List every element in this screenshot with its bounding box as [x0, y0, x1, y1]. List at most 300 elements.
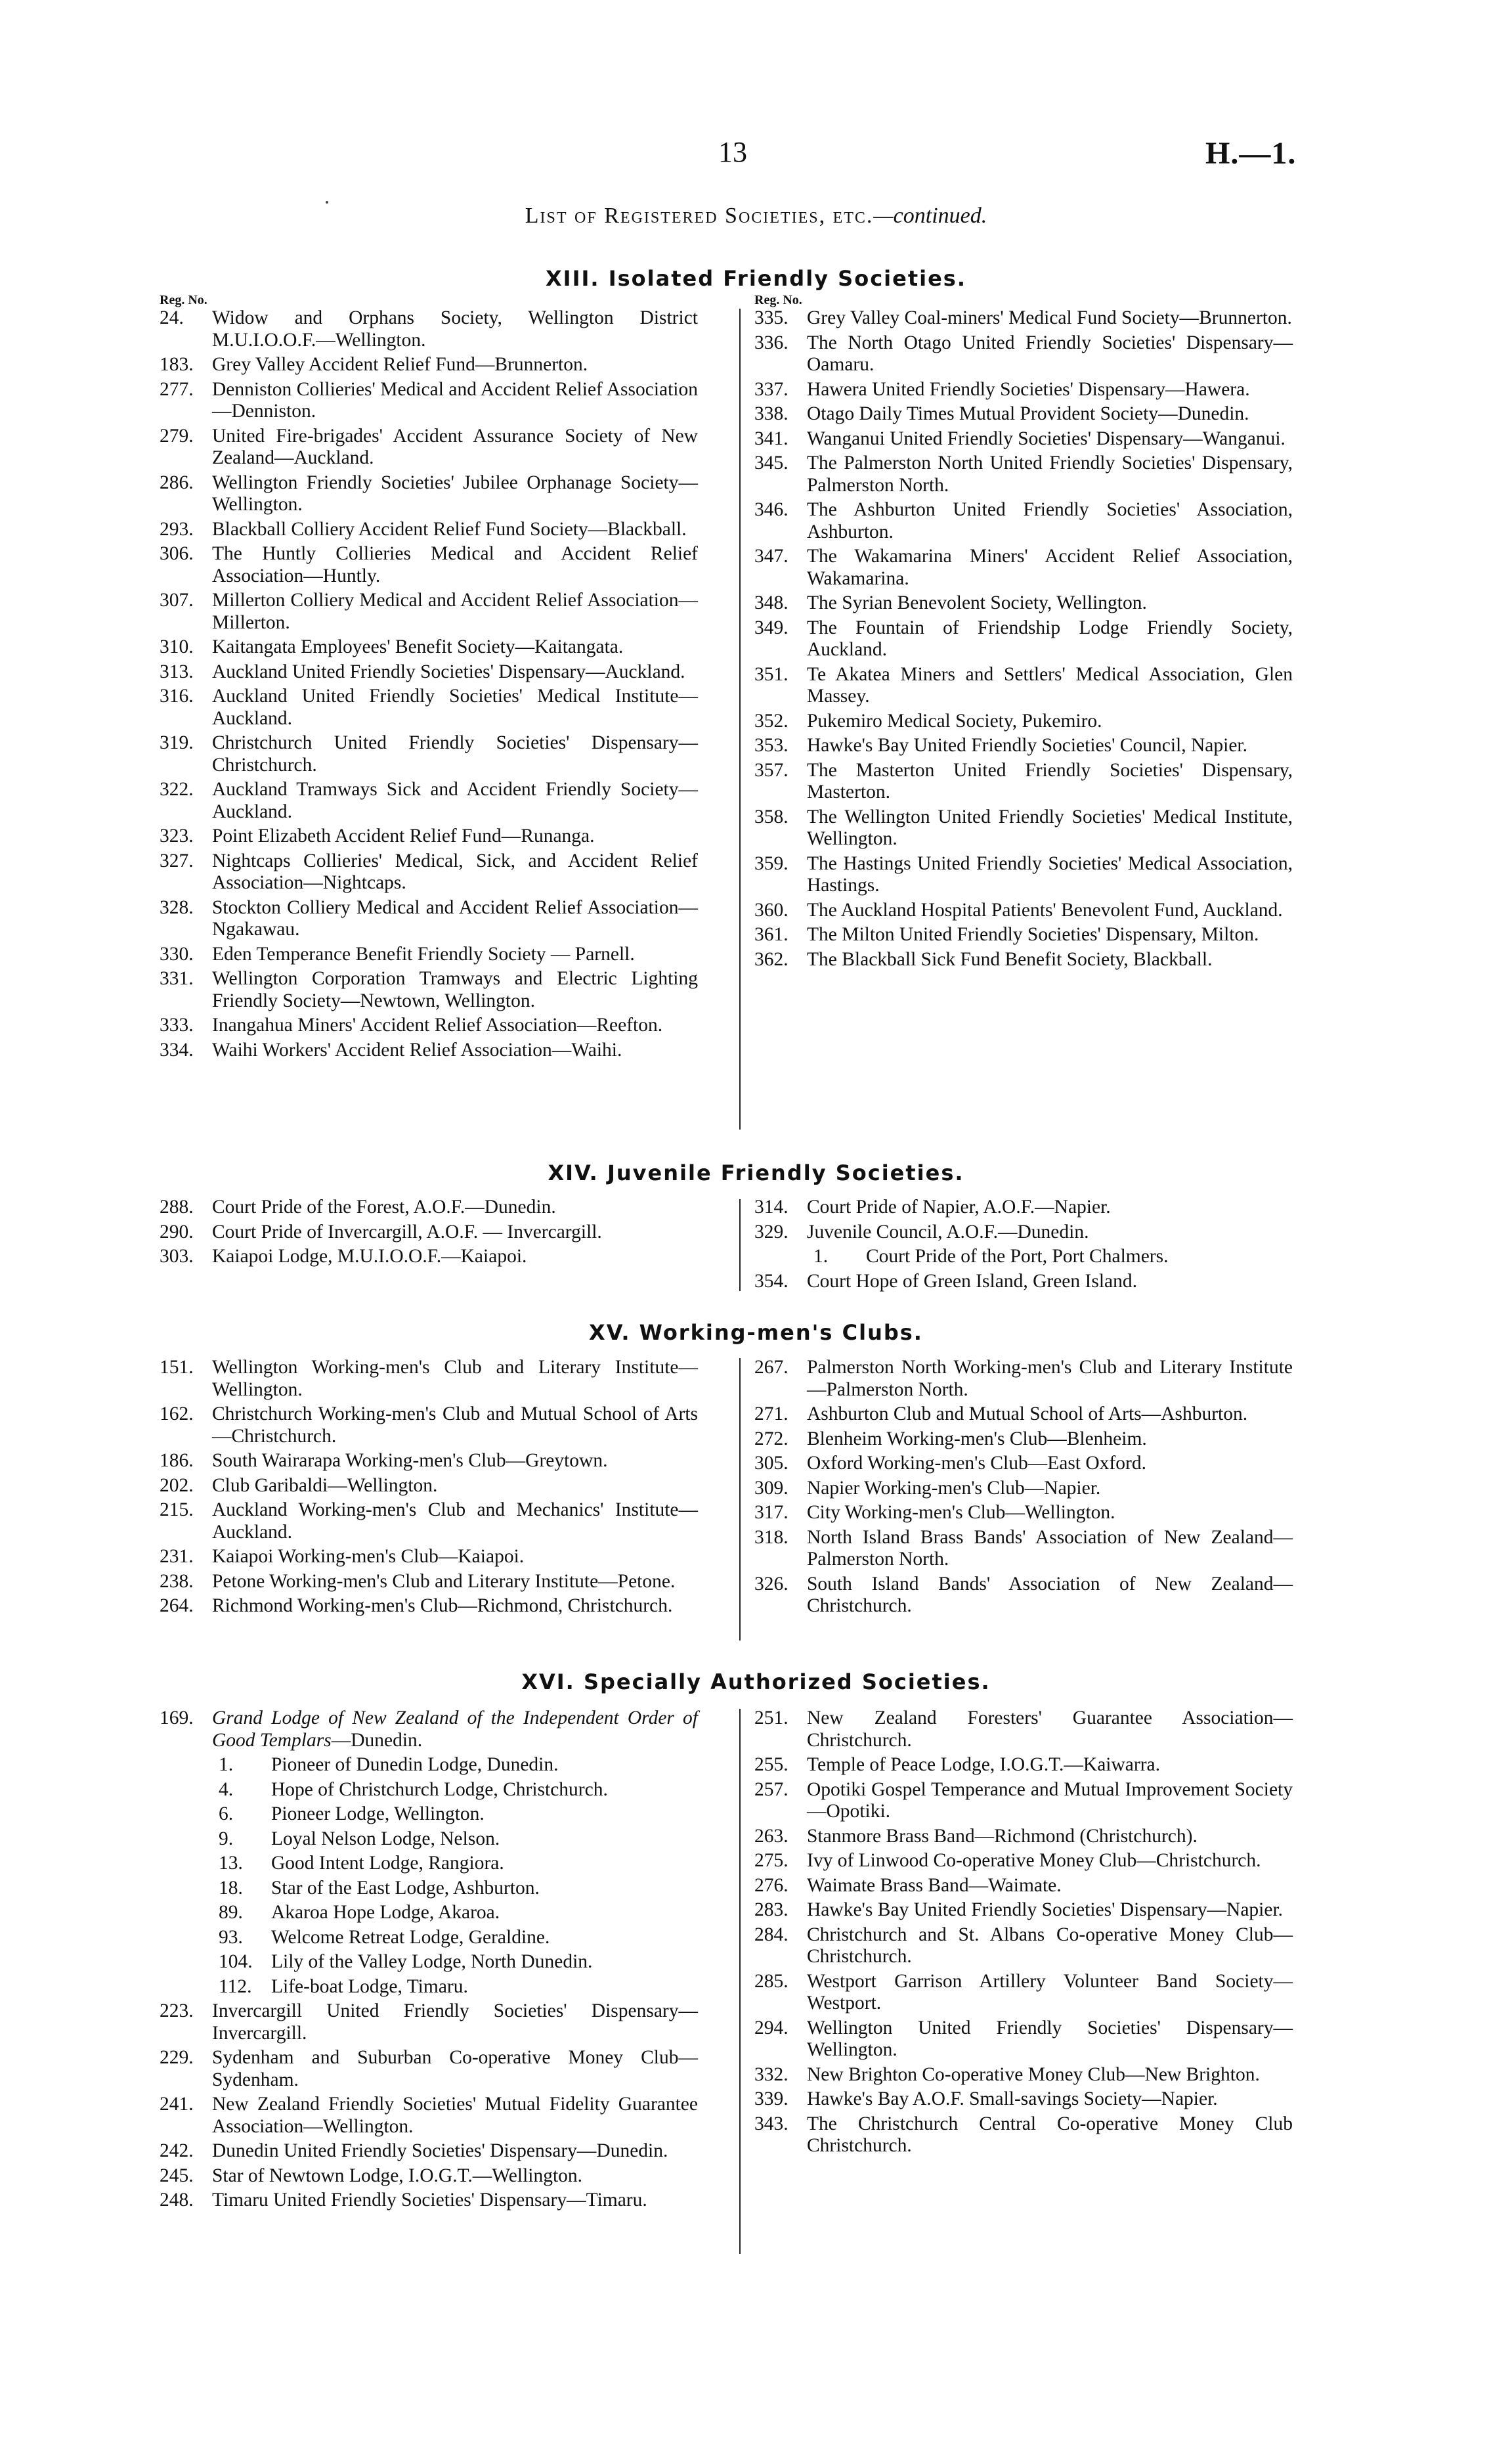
reg-number: 329.	[754, 1221, 788, 1243]
section-title-xv: XV. Working-men's Clubs.	[589, 1320, 923, 1345]
society-name: Oxford Working-men's Club—East Oxford.	[807, 1453, 1146, 1474]
society-name: City Working-men's Club—Wellington.	[807, 1502, 1115, 1523]
reg-number: 330.	[160, 943, 194, 965]
reg-number: 318.	[754, 1526, 788, 1548]
society-name: The Huntly Collieries Medical and Accident Relief Association—Huntly.	[212, 543, 698, 586]
reg-number: 245.	[160, 2165, 194, 2186]
society-name: Grand Lodge of New Zealand of the Independent Order of Good Templars	[212, 1707, 698, 1751]
reg-number: 305.	[754, 1453, 788, 1474]
society-name: Auckland Tramways Sick and Accident Friendly Society—Auckland.	[212, 779, 698, 822]
society-name: United Fire-brigades' Accident Assurance Society of New Zealand—Auckland.	[212, 425, 698, 468]
reg-number: 341.	[754, 428, 788, 449]
list-item	[754, 1403, 1293, 1426]
reg-number: 322.	[160, 779, 194, 800]
reg-number: 319.	[160, 732, 194, 753]
reg-number: 332.	[754, 2063, 788, 2085]
list-item	[754, 806, 1293, 850]
society-name: Hawke's Bay A.O.F. Small-savings Society—Napier.	[807, 2088, 1218, 2109]
society-name: Pioneer of Dunedin Lodge, Dunedin.	[271, 1754, 559, 1775]
list-item	[754, 1574, 1293, 1618]
list-item	[754, 1428, 1293, 1451]
reg-number: 286.	[160, 472, 194, 493]
society-name: Kaiapoi Lodge, M.U.I.O.O.F.—Kaiapoi.	[212, 1246, 527, 1267]
reg-number: 248.	[160, 2190, 194, 2211]
society-name: The Wellington United Friendly Societies' Medical Institute, Wellington.	[807, 806, 1293, 849]
society-name: Wellington Working-men's Club and Literary Institute—Wellington.	[212, 1357, 698, 1400]
reg-number: 186.	[160, 1450, 194, 1471]
section-title-xiii: XIII. Isolated Friendly Societies.	[546, 266, 966, 291]
running-head	[0, 204, 1512, 229]
list-item	[160, 379, 698, 423]
reg-number: 276.	[754, 1874, 788, 1896]
list-item	[160, 1803, 698, 1826]
society-name: Te Akatea Miners and Settlers' Medical Association, Glen Massey.	[807, 663, 1293, 707]
list-item	[160, 1951, 698, 1973]
reg-number: 323.	[160, 825, 194, 847]
section-title-xiv: XIV. Juvenile Friendly Societies.	[548, 1160, 964, 1185]
society-name: South Island Bands' Association of New Zealand—Christchurch.	[807, 1573, 1293, 1616]
society-name: Petone Working-men's Club and Literary Institute—Petone.	[212, 1570, 676, 1592]
society-name: The Auckland Hospital Patients' Benevolent Fund, Auckland.	[807, 899, 1283, 921]
society-name: Palmerston North Working-men's Club and Literary Institute—Palmerston North.	[807, 1357, 1293, 1400]
society-name: Denniston Collieries' Medical and Accident Relief Association—Denniston.	[212, 378, 698, 422]
reg-number: 335.	[754, 307, 788, 328]
society-name: Blackball Colliery Accident Relief Fund Society—Blackball.	[212, 518, 687, 540]
list-item	[160, 1475, 698, 1497]
list-item	[754, 2088, 1293, 2111]
reg-number: 309.	[754, 1477, 788, 1499]
society-name: Akaroa Hope Lodge, Akaroa.	[271, 1902, 500, 1923]
society-name: New Zealand Foresters' Guarantee Association—Christchurch.	[807, 1707, 1293, 1751]
reg-number: 251.	[754, 1707, 788, 1728]
list-item	[160, 519, 698, 541]
list-item	[754, 592, 1293, 615]
list-item	[160, 661, 698, 684]
reg-number: 345.	[754, 452, 788, 473]
society-name: Westport Garrison Artillery Volunteer Band Society—Westport.	[807, 1970, 1293, 2014]
reg-number: 279.	[160, 425, 194, 447]
reg-number: 267.	[754, 1357, 788, 1378]
reg-number: 310.	[160, 636, 194, 657]
reg-number: 255.	[754, 1754, 788, 1775]
list-item	[160, 686, 698, 730]
society-name: Opotiki Gospel Temperance and Mutual Improvement Society—Opotiki.	[807, 1778, 1293, 1822]
society-name: The North Otago United Friendly Societies' Dispensary—Oamaru.	[807, 332, 1293, 375]
reg-number: 271.	[754, 1403, 788, 1424]
list-item	[160, 732, 698, 776]
society-name: Ivy of Linwood Co-operative Money Club—Christchurch.	[807, 1850, 1261, 1871]
reg-number: 93.	[219, 1926, 243, 1948]
reg-number: 13.	[219, 1853, 243, 1874]
list-item	[754, 1246, 1293, 1268]
society-name: South Wairarapa Working-men's Club—Greytown.	[212, 1450, 608, 1471]
section-xiv-left-column	[160, 1197, 698, 1268]
society-name: Star of Newtown Lodge, I.O.G.T.—Wellington.	[212, 2165, 583, 2186]
reg-number: 314.	[754, 1197, 788, 1218]
list-item	[754, 949, 1293, 971]
section-xvi-left-column	[160, 1707, 698, 2212]
reg-number: 354.	[754, 1270, 788, 1292]
list-item	[160, 1707, 698, 1751]
list-item	[160, 426, 698, 470]
reg-number: 162.	[160, 1403, 194, 1424]
list-item	[754, 307, 1293, 330]
list-item	[160, 1976, 698, 1998]
reg-number: 334.	[160, 1039, 194, 1061]
society-name: Life-boat Lodge, Timaru.	[271, 1975, 468, 1997]
list-item	[160, 1246, 698, 1268]
list-item	[754, 379, 1293, 401]
list-item	[160, 944, 698, 966]
society-name: The Palmerston North United Friendly Societies' Dispensary, Palmerston North.	[807, 452, 1293, 496]
society-name: Kaiapoi Working-men's Club—Kaiapoi.	[212, 1546, 525, 1567]
reg-number: 351.	[754, 663, 788, 685]
society-name: Court Pride of Napier, A.O.F.—Napier.	[807, 1197, 1111, 1218]
list-item	[160, 1197, 698, 1219]
list-item	[754, 546, 1293, 590]
reg-number: 1.	[813, 1246, 829, 1267]
society-name: Richmond Working-men's Club—Richmond, Christchurch.	[212, 1595, 673, 1616]
reg-number: 316.	[160, 686, 194, 707]
list-item	[754, 1924, 1293, 1968]
reg-number: 358.	[754, 806, 788, 827]
page-number: 13	[718, 136, 747, 168]
list-item	[160, 2165, 698, 2188]
reg-number: 223.	[160, 2000, 194, 2021]
list-item	[754, 1357, 1293, 1401]
society-name: Nightcaps Collieries' Medical, Sick, and Accident Relief Association—Nightcaps.	[212, 850, 698, 893]
section-xv-right-column	[754, 1357, 1293, 1618]
reg-number: 313.	[160, 661, 194, 682]
list-item	[160, 850, 698, 894]
reg-number: 343.	[754, 2113, 788, 2134]
list-item	[754, 1502, 1293, 1524]
list-item	[754, 664, 1293, 708]
society-name: The Fountain of Friendship Lodge Friendly Society, Auckland.	[807, 617, 1293, 660]
section-xiii-left-column	[160, 307, 698, 1061]
society-name: The Syrian Benevolent Society, Wellington.	[807, 592, 1147, 613]
society-name: Wellington Corporation Tramways and Electric Lighting Friendly Society—Newtown, Wellington.	[212, 968, 698, 1011]
society-name: The Hastings United Friendly Societies' Medical Association, Hastings.	[807, 852, 1293, 896]
reg-number: 275.	[754, 1850, 788, 1871]
reg-number: 112.	[219, 1975, 252, 1997]
reg-number: 361.	[754, 924, 788, 945]
section-xiv-right-column	[754, 1197, 1293, 1292]
society-name: Blenheim Working-men's Club—Blenheim.	[807, 1428, 1147, 1449]
list-item	[160, 1754, 698, 1776]
reg-number: 9.	[219, 1828, 234, 1849]
reg-number: 18.	[219, 1877, 243, 1899]
list-item	[754, 900, 1293, 922]
society-name: Eden Temperance Benefit Friendly Society — Parnell.	[212, 943, 635, 965]
list-item	[160, 1853, 698, 1875]
reg-number: 307.	[160, 590, 194, 611]
reg-number: 6.	[219, 1803, 234, 1824]
society-name: Timaru United Friendly Societies' Dispensary—Timaru.	[212, 2190, 647, 2211]
society-name: Dunedin United Friendly Societies' Dispensary—Dunedin.	[212, 2140, 668, 2161]
society-name: Waimate Brass Band—Waimate.	[807, 1874, 1062, 1896]
reg-number: 352.	[754, 710, 788, 732]
list-item	[160, 2000, 698, 2044]
reg-number: 331.	[160, 968, 194, 989]
reg-number: 359.	[754, 852, 788, 874]
reg-number: 89.	[219, 1902, 243, 1923]
society-name: Point Elizabeth Accident Relief Fund—Runanga.	[212, 825, 595, 847]
reg-number: 264.	[160, 1595, 194, 1616]
society-name: Auckland United Friendly Societies' Medical Institute—Auckland.	[212, 686, 698, 729]
reg-number: 277.	[160, 378, 194, 400]
list-item	[754, 711, 1293, 733]
reg-number: 317.	[754, 1502, 788, 1523]
list-item	[754, 735, 1293, 757]
society-name: Lily of the Valley Lodge, North Dunedin.	[271, 1951, 593, 1972]
society-name: Christchurch and St. Albans Co-operative Money Club—Christchurch.	[807, 1924, 1293, 1967]
reg-number: 360.	[754, 899, 788, 921]
reg-number: 151.	[160, 1357, 194, 1378]
list-item	[754, 1875, 1293, 1897]
reg-number: 229.	[160, 2047, 194, 2068]
list-item	[160, 1040, 698, 1062]
society-name: Pukemiro Medical Society, Pukemiro.	[807, 710, 1102, 732]
list-item	[160, 1403, 698, 1447]
section-title-xvi: XVI. Specially Authorized Societies.	[521, 1669, 991, 1694]
reg-number: 328.	[160, 896, 194, 918]
list-item	[754, 2017, 1293, 2061]
list-item	[160, 1015, 698, 1037]
society-name: Temple of Peace Lodge, I.O.G.T.—Kaiwarra.	[807, 1754, 1161, 1775]
list-item	[160, 472, 698, 516]
reg-number: 169.	[160, 1707, 194, 1728]
list-item	[160, 636, 698, 659]
society-name: The Ashburton United Friendly Societies' Association, Ashburton.	[807, 499, 1293, 542]
list-item	[754, 1271, 1293, 1293]
list-item	[754, 499, 1293, 543]
reg-number: 347.	[754, 546, 788, 567]
reg-number: 284.	[754, 1924, 788, 1945]
list-item	[160, 2047, 698, 2091]
list-item	[754, 428, 1293, 451]
column-divider	[739, 309, 741, 1130]
reg-number: 353.	[754, 735, 788, 756]
society-name: Otago Daily Times Mutual Provident Society—Dunedin.	[807, 403, 1249, 424]
society-name: The Christchurch Central Co-operative Money Club Christchurch.	[807, 2113, 1293, 2156]
society-name: Napier Working-men's Club—Napier.	[807, 1477, 1101, 1499]
reg-number: 362.	[754, 948, 788, 970]
society-name: Hawke's Bay United Friendly Societies' Council, Napier.	[807, 735, 1247, 756]
reg-number: 215.	[160, 1499, 194, 1520]
society-name: Court Pride of Invercargill, A.O.F. — Invercargill.	[212, 1221, 602, 1243]
list-item	[160, 1878, 698, 1900]
list-item	[754, 760, 1293, 804]
list-item	[160, 1571, 698, 1593]
reg-number: 349.	[754, 617, 788, 638]
reg-number: 294.	[754, 2017, 788, 2038]
reg-number: 283.	[754, 1899, 788, 1920]
reg-number: 4.	[219, 1778, 234, 1800]
running-head-continued: —continued.	[873, 204, 987, 228]
list-item	[160, 968, 698, 1012]
society-name: Kaitangata Employees' Benefit Society—Kaitangata.	[212, 636, 624, 657]
society-name: Invercargill United Friendly Societies' Dispensary—Invercargill.	[212, 2000, 698, 2044]
list-item	[160, 825, 698, 848]
society-name: Star of the East Lodge, Ashburton.	[271, 1877, 540, 1899]
reg-number: 241.	[160, 2094, 194, 2115]
society-name: The Milton United Friendly Societies' Dispensary, Milton.	[807, 924, 1259, 945]
society-name: The Blackball Sick Fund Benefit Society, Blackball.	[807, 948, 1213, 970]
society-name: Wanganui United Friendly Societies' Dispensary—Wanganui.	[807, 428, 1285, 449]
society-name: Millerton Colliery Medical and Accident Relief Association—Millerton.	[212, 590, 698, 633]
list-item	[160, 307, 698, 351]
list-item	[160, 2094, 698, 2138]
list-item	[754, 1850, 1293, 1872]
society-name: Hope of Christchurch Lodge, Christchurch.	[271, 1778, 608, 1800]
society-name: Good Intent Lodge, Rangiora.	[271, 1853, 504, 1874]
reg-number: 285.	[754, 1970, 788, 1992]
society-name: Welcome Retreat Lodge, Geraldine.	[271, 1926, 550, 1948]
list-item	[160, 1499, 698, 1543]
list-item	[160, 590, 698, 634]
reg-number: 288.	[160, 1197, 194, 1218]
section-xv-left-column	[160, 1357, 698, 1618]
reg-number: 339.	[754, 2088, 788, 2109]
speck-mark	[326, 201, 328, 204]
list-item	[754, 2064, 1293, 2086]
reg-number: 306.	[160, 543, 194, 564]
reg-number: 337.	[754, 378, 788, 400]
list-item	[160, 2190, 698, 2212]
reg-number: 257.	[754, 1778, 788, 1800]
list-item	[754, 1453, 1293, 1475]
society-name: The Wakamarina Miners' Accident Relief Association, Wakamarina.	[807, 546, 1293, 589]
society-name: Widow and Orphans Society, Wellington District M.U.I.O.O.F.—Wellington.	[212, 307, 698, 351]
list-item	[160, 1779, 698, 1801]
running-head-text: List of Registered Societies, etc.	[525, 204, 874, 228]
society-name: Club Garibaldi—Wellington.	[212, 1474, 438, 1496]
society-name: Grey Valley Accident Relief Fund—Brunnerton.	[212, 354, 588, 375]
list-item	[160, 354, 698, 376]
reg-number: 293.	[160, 518, 194, 540]
reg-number: 303.	[160, 1246, 194, 1267]
section-xvi-right-column	[754, 1707, 1293, 2157]
reg-number: 231.	[160, 1546, 194, 1567]
list-item	[160, 779, 698, 823]
list-item	[754, 1826, 1293, 1848]
list-item	[754, 332, 1293, 376]
reg-number: 336.	[754, 332, 788, 353]
list-item	[754, 1478, 1293, 1500]
list-item	[160, 543, 698, 587]
list-item	[160, 1357, 698, 1401]
reg-number: 1.	[219, 1754, 234, 1775]
list-item	[160, 897, 698, 941]
society-name: New Zealand Friendly Societies' Mutual Fidelity Guarantee Association—Wellington.	[212, 2094, 698, 2137]
list-item	[754, 1222, 1293, 1244]
reg-number: 346.	[754, 499, 788, 520]
column-divider	[739, 1709, 741, 2254]
reg-number: 357.	[754, 759, 788, 781]
reg-no-label-right: Reg. No.	[754, 293, 802, 307]
list-item	[754, 924, 1293, 946]
reg-number: 338.	[754, 403, 788, 424]
society-name: Inangahua Miners' Accident Relief Association—Reefton.	[212, 1015, 663, 1036]
reg-no-label-left: Reg. No.	[160, 293, 207, 307]
society-name: North Island Brass Bands' Association of New Zealand—Palmerston North.	[807, 1526, 1293, 1570]
list-item	[754, 1707, 1293, 1751]
reg-number: 326.	[754, 1573, 788, 1595]
society-name: Christchurch United Friendly Societies' Dispensary—Christchurch.	[212, 732, 698, 776]
society-name: Wellington United Friendly Societies' Dispensary—Wellington.	[807, 2017, 1293, 2060]
document-reference: H.—1.	[1205, 136, 1297, 171]
list-item	[754, 1754, 1293, 1776]
society-name: Court Pride of the Forest, A.O.F.—Dunedin.	[212, 1197, 556, 1218]
reg-number: 104.	[219, 1951, 253, 1972]
society-name: Court Pride of the Port, Port Chalmers.	[866, 1246, 1169, 1267]
society-name: Loyal Nelson Lodge, Nelson.	[271, 1828, 500, 1849]
society-name: Sydenham and Suburban Co-operative Money Club—Sydenham.	[212, 2047, 698, 2090]
society-name: Hawera United Friendly Societies' Dispensary—Hawera.	[807, 378, 1250, 400]
society-name: Ashburton Club and Mutual School of Arts—Ashburton.	[807, 1403, 1248, 1424]
society-name: Grey Valley Coal-miners' Medical Fund Society—Brunnerton.	[807, 307, 1292, 328]
society-name: Waihi Workers' Accident Relief Association—Waihi.	[212, 1039, 622, 1061]
list-item	[160, 1222, 698, 1244]
society-name: Auckland United Friendly Societies' Dispensary—Auckland.	[212, 661, 685, 682]
society-name: The Masterton United Friendly Societies' Dispensary, Masterton.	[807, 759, 1293, 803]
reg-number: 238.	[160, 1570, 194, 1592]
society-name: New Brighton Co-operative Money Club—New Brighton.	[807, 2063, 1260, 2085]
list-item	[160, 2140, 698, 2163]
reg-number: 202.	[160, 1474, 194, 1496]
reg-number: 263.	[754, 1825, 788, 1847]
reg-number: 183.	[160, 354, 194, 375]
column-divider	[739, 1199, 741, 1291]
society-name: Wellington Friendly Societies' Jubilee Orphanage Society—Wellington.	[212, 472, 698, 515]
society-name: Auckland Working-men's Club and Mechanics' Institute—Auckland.	[212, 1499, 698, 1543]
column-divider	[739, 1358, 741, 1640]
reg-number: 333.	[160, 1015, 194, 1036]
society-name: Juvenile Council, A.O.F.—Dunedin.	[807, 1221, 1089, 1243]
list-item	[160, 1546, 698, 1568]
reg-number: 348.	[754, 592, 788, 613]
society-name: Court Hope of Green Island, Green Island.	[807, 1270, 1137, 1292]
list-item	[754, 1899, 1293, 1922]
society-name: Hawke's Bay United Friendly Societies' Dispensary—Napier.	[807, 1899, 1284, 1920]
list-item	[160, 1450, 698, 1472]
list-item	[754, 1971, 1293, 2015]
list-item	[160, 1595, 698, 1618]
reg-number: 272.	[754, 1428, 788, 1449]
reg-number: 290.	[160, 1221, 194, 1243]
society-name: Stockton Colliery Medical and Accident Relief Association—Ngakawau.	[212, 896, 698, 940]
reg-number: 24.	[160, 307, 184, 328]
society-location: —Dunedin.	[331, 1729, 423, 1751]
list-item	[754, 452, 1293, 496]
list-item	[754, 853, 1293, 897]
list-item	[754, 2113, 1293, 2157]
list-item	[754, 1779, 1293, 1823]
list-item	[160, 1927, 698, 1949]
list-item	[754, 617, 1293, 661]
list-item	[160, 1828, 698, 1851]
society-name: Stanmore Brass Band—Richmond (Christchurch).	[807, 1825, 1198, 1847]
reg-number: 242.	[160, 2140, 194, 2161]
section-xiii-right-column	[754, 307, 1293, 971]
list-item	[754, 1197, 1293, 1219]
society-name: Christchurch Working-men's Club and Mutual School of Arts—Christchurch.	[212, 1403, 698, 1447]
society-name: Pioneer Lodge, Wellington.	[271, 1803, 485, 1824]
list-item	[160, 1902, 698, 1924]
list-item	[754, 403, 1293, 426]
reg-number: 327.	[160, 850, 194, 871]
